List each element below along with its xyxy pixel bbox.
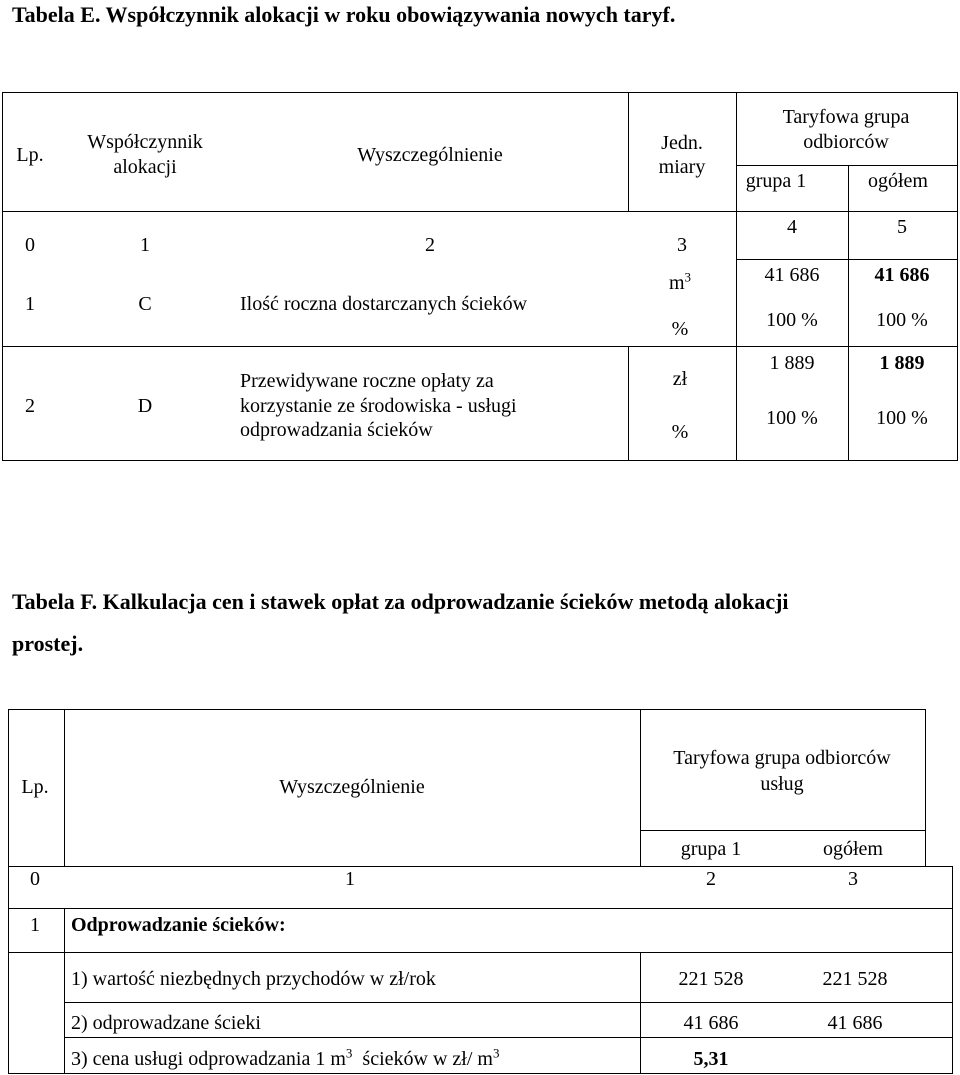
table-e-unit-left <box>628 92 629 211</box>
table-f-colnum-bottom <box>8 908 953 909</box>
table-f-section-lp: 1 <box>30 914 40 936</box>
table-e-header-lp: Lp. <box>16 144 44 166</box>
table-f-colnum-1: 1 <box>345 868 355 890</box>
table-e-group-divider <box>848 165 849 461</box>
table-f-header-desc: Wyszczególnienie <box>279 776 425 798</box>
table-f-item3-group1: 5,31 <box>693 1048 729 1070</box>
table-e-header-unit-2: miary <box>658 156 706 178</box>
table-f-top-border <box>8 709 925 710</box>
table-f-section-label: Odprowadzanie ścieków: <box>71 914 286 936</box>
table-f-left-border <box>8 709 9 1074</box>
table-e-row1-unit2: % <box>671 318 689 340</box>
table-f-desc-divider-2 <box>640 952 641 1074</box>
table-e-row1-total-pct: 100 % <box>876 309 928 331</box>
table-f-right-border <box>952 866 953 1074</box>
table-f-item2-group1: 41 686 <box>683 1012 739 1034</box>
table-e-row1-desc: Ilość roczna dostarczanych ścieków <box>240 293 528 315</box>
table-e-header-tariff-2: odbiorców <box>803 131 889 153</box>
table-e-top-border <box>2 92 958 93</box>
table-f-bottom-border <box>8 1073 953 1074</box>
table-f-desc-divider <box>640 709 641 866</box>
table-e-tariff-divider <box>736 165 958 166</box>
table-f-header-tariff-1: Taryfowa grupa odbiorców <box>673 747 891 769</box>
table-f-colnum-3: 3 <box>848 868 858 890</box>
table-e-header-unit-1: Jedn. <box>661 132 703 154</box>
table-e-row1-coef: C <box>138 293 152 315</box>
table-e-row2-desc-3: odprowadzania ścieków <box>240 419 433 441</box>
table-e-row1-g1-val: 41 686 <box>764 264 820 286</box>
table-e-row2-g1-pct: 100 % <box>766 407 818 429</box>
table-f-tariff-divider <box>640 830 925 831</box>
table-f-item2-label: 2) odprowadzane ścieki <box>71 1012 261 1034</box>
table-e-row1-unit1: $m^3$ <box>668 269 692 294</box>
table-e-colnum-divider <box>736 259 958 260</box>
table-e-colnum-3: 3 <box>677 234 687 256</box>
table-e-header-coef-1: Współczynnik <box>87 131 203 153</box>
table-f-item1-label: 1) wartość niezbędnych przychodów w zł/rok <box>71 968 436 990</box>
table-e-row2-total-val: 1 889 <box>879 352 925 374</box>
table-f-header-bottom <box>8 866 953 867</box>
table-f-header-lp: Lp. <box>21 776 49 798</box>
table-e-header-desc: Wyszczególnienie <box>357 144 503 166</box>
table-e-row1-total-val: 41 686 <box>874 264 930 286</box>
table-f-colnum-0: 0 <box>30 868 40 890</box>
table-f-item1-bottom <box>64 1002 953 1003</box>
table-f-item1-group1: 221 528 <box>678 968 744 990</box>
table-e-header-total: ogółem <box>868 170 928 192</box>
table-e-row2-desc-2: korzystanie ze środowiska - usługi <box>240 395 517 417</box>
table-e-header-group1: grupa 1 <box>745 170 807 192</box>
table-e-bottom-border <box>2 460 958 461</box>
table-e-row-divider <box>2 346 958 347</box>
table-e-tariff-left <box>736 92 737 461</box>
table-e-colnum-5: 5 <box>897 216 907 238</box>
table-e-colnum-2: 2 <box>425 234 435 256</box>
table-f-colnum-2: 2 <box>706 868 716 890</box>
table-e-left-border <box>2 92 3 461</box>
table-e-unit-left-row2 <box>628 346 629 461</box>
table-f-header-group1: grupa 1 <box>680 838 742 860</box>
table-e-row2-unit2: % <box>671 421 689 443</box>
table-e-row1-g1-pct: 100 % <box>766 309 818 331</box>
table-e-row2-desc-1: Przewidywane roczne opłaty za <box>240 370 494 392</box>
table-e-row2-lp: 2 <box>25 395 35 417</box>
table-f-item3-label: 3) cena usługi odprowadzania 1 $m^3$ ścieków w zł/ $m^3$ <box>71 1045 500 1070</box>
table-f-item2-total: 41 686 <box>827 1012 883 1034</box>
table-f-right-border-header <box>925 709 926 866</box>
table-f-title-line1: Tabela F. Kalkulacja cen i stawek opłat za odprowadzanie ścieków metodą alokacji <box>12 589 789 614</box>
table-e-right-border <box>957 92 958 461</box>
table-f-title-line2: prostej. <box>12 631 84 656</box>
table-f-header-total: ogółem <box>823 838 883 860</box>
table-f-header-tariff-2: usług <box>760 773 804 795</box>
table-e-title: Tabela E. Współczynnik alokacji w roku obowiązywania nowych taryf. <box>12 2 676 27</box>
table-e-row2-total-pct: 100 % <box>876 407 928 429</box>
table-f-item2-bottom <box>64 1037 953 1038</box>
table-e-colnum-4: 4 <box>787 216 797 238</box>
table-f-section-bottom <box>8 952 953 953</box>
table-e-row1-lp: 1 <box>25 293 35 315</box>
table-f-lp-divider-2 <box>64 908 65 1074</box>
table-e-colnum-0: 0 <box>25 234 35 256</box>
table-f-item1-total: 221 528 <box>822 968 888 990</box>
table-e-row2-g1-val: 1 889 <box>769 352 815 374</box>
table-e-header-bottom <box>2 211 958 212</box>
table-e-header-tariff-1: Taryfowa grupa <box>782 106 910 128</box>
table-e-colnum-1: 1 <box>140 234 150 256</box>
table-f-lp-divider <box>64 709 65 866</box>
table-e-row2-coef: D <box>137 395 153 417</box>
table-e-header-coef-2: alokacji <box>113 156 177 178</box>
table-e-row2-unit1: zł <box>672 368 688 390</box>
